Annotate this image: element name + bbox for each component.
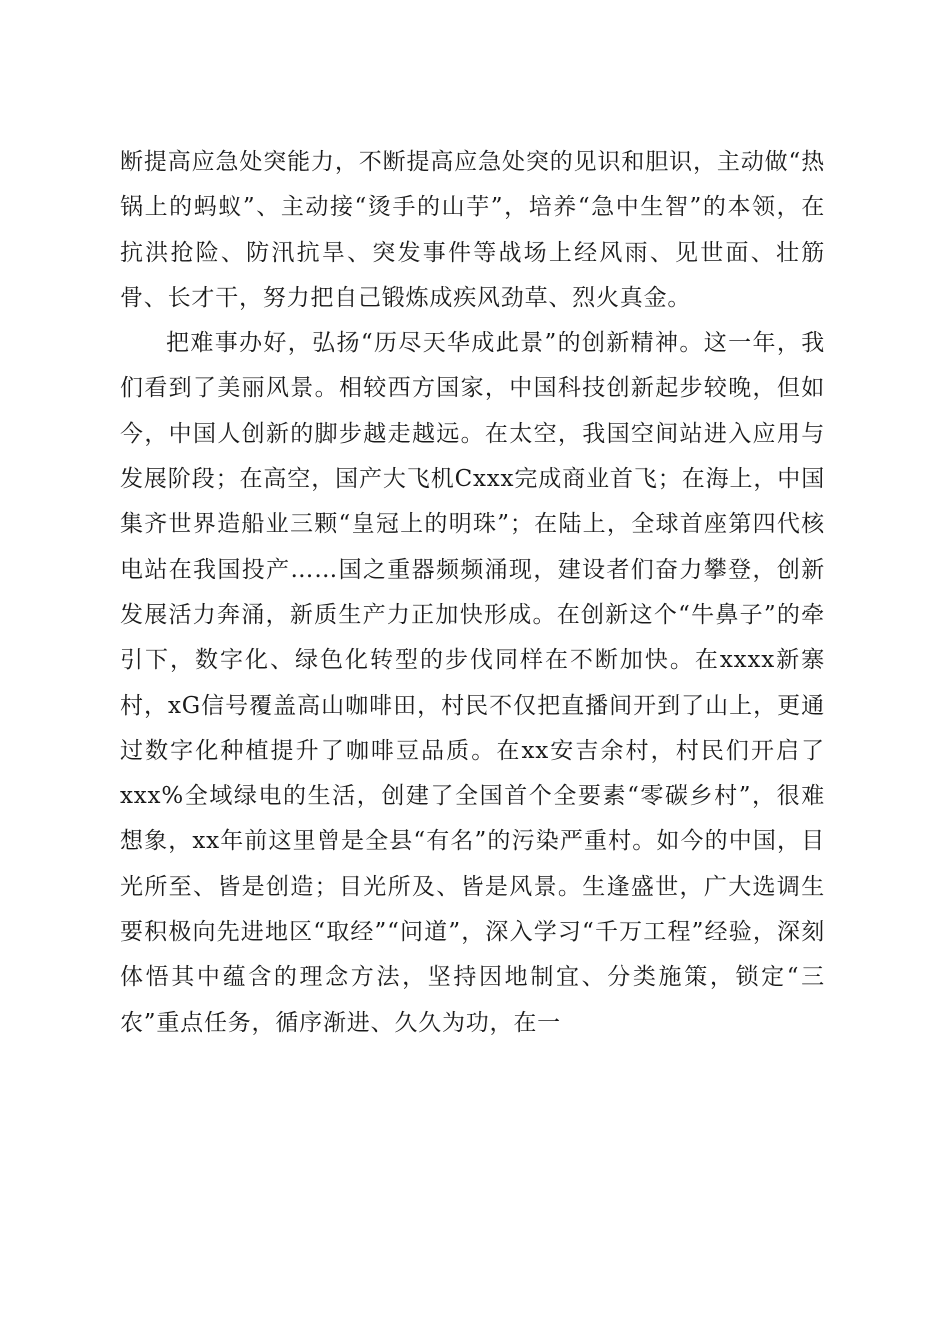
body-text — [120, 140, 825, 1046]
paragraph-continuation: 断提高应急处突能力，不断提高应急处突的见识和胆识，主动做“热锅上的蚂蚁”、主动接“烫手的山芋”，培养“急中生智”的本领，在抗洪抢险、防汛抗旱、突发事件等战场上经风雨、见世面、壮筋骨、长才干，努力把自己锻炼成疾风劲草、烈火真金。 — [120, 149, 825, 311]
paragraph-innovation: 把难事办好，弘扬“历尽天华成此景”的创新精神。这一年，我们看到了美丽风景。相较西方国家，中国科技创新起步较晚，但如今，中国人创新的脚步越走越远。在太空，我国空间站进入应用与发展阶段；在高空，国产大飞机Cxxx完成商业首飞；在海上，中国集齐世界造船业三颗“皇冠上的明珠”；在陆上，全球首座第四代核电站在我国投产……国之重器频频涌现，建设者们奋力攀登，创新发展活力奔涌，新质生产力正加快形成。在创新这个“牛鼻子”的牵引下，数字化、绿色化转型的步伐同样在不断加快。在xxxx新寨村，xG信号覆盖高山咖啡田，村民不仅把直播间开到了山上，更通过数字化种植提升了咖啡豆品质。在xx安吉余村，村民们开启了xxx%全域绿电的生活，创建了全国首个全要素“零碳乡村”，很难想象，xx年前这里曾是全县“有名”的污染严重村。如今的中国，目光所至、皆是创造；目光所及、皆是风景。生逢盛世，广大选调生要积极向先进地区“取经”“问道”，深入学习“千万工程”经验，深刻体悟其中蕴含的理念方法，坚持因地制宜、分类施策，锁定“三农”重点任务，循序渐进、久久为功，在一 — [120, 330, 825, 1036]
